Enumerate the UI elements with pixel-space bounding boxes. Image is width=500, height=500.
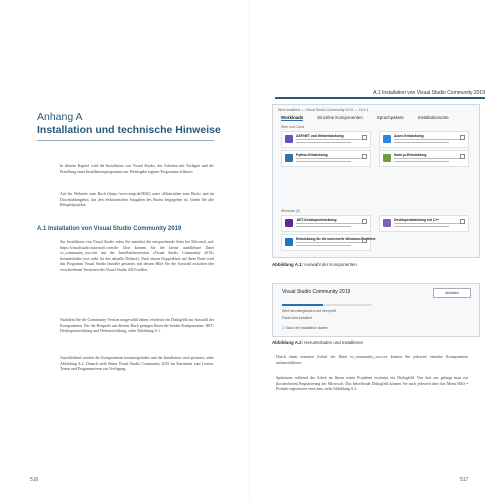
launch-after-install-checkbox[interactable]: ☐ Nach der Installation starten	[282, 326, 329, 330]
right-body-paragraph-2: Spätestens während der Arbeit an Ihrem ersten Projekten erscheint ein Dialogfeld. Von dort aus gelangt man zur (kostenfreien) Registrierung bei Microsoft. Das betreffende Dialogfeld können Sie auch jederzeit über das Menü Hilfe • Produkt registrieren erreichen, siehe Abbildung A.3.	[276, 376, 468, 392]
workload-card-cpp[interactable]	[379, 215, 469, 232]
group-label-windows: Windows (3)	[281, 209, 300, 213]
install-status: Paket wird installiert	[282, 316, 313, 320]
right-body-paragraph-1: Durch einen erneuten Aufruf der Datei vs_community_xxx.exe können Sie jederzeit einzelne Komponenten nachinstallieren.	[276, 355, 468, 365]
running-head-text: A.1 Installation von Visual Studio Community 2019	[373, 90, 485, 96]
workload-label: ASP.NET und Webentwicklung	[296, 134, 344, 138]
workload-checkbox[interactable]	[362, 154, 367, 159]
workload-label: Node.js-Entwicklung	[394, 153, 427, 157]
windows-icon	[285, 238, 293, 246]
workload-card-nodejs[interactable]	[379, 150, 469, 167]
figure-component-selection	[272, 104, 480, 258]
section-title: A.1 Installation von Visual Studio Community 2019	[37, 226, 182, 232]
workload-checkbox[interactable]	[460, 219, 465, 224]
group-label-web-cloud: Web und Cloud	[281, 125, 305, 129]
body-paragraph-2: Nachdem Sie die Community-Version ausgewählt haben, erscheint ein Dialogfeld zur Auswahl der Komponenten. Für die Beispiele aus diesem Buch genügen Ihnen die beiden Komponenten .NET-Desktopentwicklung und Webentwicklung, siehe Abbildung A.1.	[60, 318, 214, 334]
tab-language-packs[interactable]: Sprachpakete	[376, 115, 404, 120]
tab-workloads[interactable]: Workloads	[281, 115, 304, 120]
workload-card-uwp[interactable]	[281, 234, 376, 251]
cpp-icon	[383, 219, 391, 227]
tab-install-locations[interactable]: Installationsorte	[417, 115, 449, 120]
intro-paragraph-2: Auf der Webseite zum Buch (https://www.mitp.de/0026) unter »Materialien zum Buch« und im Downloadangebot, das den elektronischen Ausgaben des Buchs beigegeben ist, finden Sie alle Beispielprojekte.	[60, 192, 214, 208]
figure2-caption-number: Abbildung A.2:	[272, 340, 304, 345]
workload-label: Azure-Entwicklung	[394, 134, 424, 138]
workload-card-azure[interactable]	[379, 131, 469, 148]
chapter-rule	[37, 140, 214, 141]
body-paragraph-3: Anschließend werden die Komponenten heruntergeladen und die Installation wird gestartet, siehe Abbildung A.2. Danach steht Ihnen Visual Studio Community 2019 im Startmenü zum Lernen, Testen und Programmieren zur Verfügung.	[60, 356, 214, 372]
workload-checkbox[interactable]	[362, 219, 367, 224]
download-status: Wird heruntergeladen und überprüft	[282, 309, 336, 313]
net-desktop-icon	[285, 219, 293, 227]
installer-window-title: Wird installiert — Visual Studio Community 2019 — 16.4.4	[278, 108, 369, 112]
launch-after-install-label: Nach der Installation starten	[285, 326, 329, 330]
workload-label: Entwicklung für die universelle Windows-Plattform	[296, 237, 376, 241]
page-number-left: 516	[30, 477, 39, 483]
running-head-bar	[275, 97, 485, 99]
install-progress-bar	[282, 304, 372, 306]
workload-label: .NET-Desktopentwicklung	[296, 218, 337, 222]
azure-icon	[383, 135, 391, 143]
workload-checkbox[interactable]	[460, 135, 465, 140]
figure2-caption	[272, 340, 363, 345]
chapter-title: Installation und technische Hinweise	[37, 124, 221, 136]
figure-download-install	[272, 283, 480, 337]
figure2-caption-text: Herunterladen und Installieren	[304, 340, 364, 345]
figure1-caption-text: Auswahl der Komponenten	[304, 262, 357, 267]
nodejs-icon	[383, 154, 391, 162]
tab-individual-components[interactable]: Einzelne Komponenten	[317, 115, 363, 120]
install-product-title: Visual Studio Community 2019	[282, 289, 351, 295]
running-head	[275, 90, 485, 97]
installer-tabs	[281, 115, 449, 121]
python-icon	[285, 154, 293, 162]
workload-checkbox[interactable]	[460, 154, 465, 159]
workload-card-net-desktop[interactable]	[281, 215, 371, 232]
workload-label: Python-Entwicklung	[296, 153, 328, 157]
workload-card-aspnet[interactable]	[281, 131, 371, 148]
aspnet-icon	[285, 135, 293, 143]
workload-label: Desktopentwicklung mit C++	[394, 218, 440, 222]
figure1-caption-number: Abbildung A.1:	[272, 262, 304, 267]
chapter-label: Anhang A	[37, 111, 83, 123]
figure1-caption	[272, 262, 357, 267]
workload-checkbox[interactable]	[362, 135, 367, 140]
workload-checkbox[interactable]	[362, 238, 367, 243]
page-number-right: 517	[460, 477, 469, 483]
body-paragraph-1: Zur Installation von Visual Studio rufen Sie zunächst die entsprechende Seite bei Microsoft auf: https://visualstudio.microsoft.com/de. Dort können Sie die kleine ausführbare Datei vs_community_xxx.exe mit der Installationsversion »Visual Studio Community 2019« herunterladen (xxx steht für das aktuelle Release). Nach einem Doppelklick auf diese Datei wird das Programm Visual Studio Installer gestartet, mit dessen Hilfe Sie die Auswahl zwischen den verschiedenen Versionen des Visual Studio 2019 treffen.	[60, 240, 214, 272]
intro-paragraph-1: In diesem Kapitel wird die Installation von Visual Studio, das Arbeiten mit Vorlagen und die Erstellung eines Installationsprogramms zur Weitergabe eigener Programme erläutert.	[60, 164, 214, 174]
workload-card-python[interactable]	[281, 150, 371, 167]
install-progress-fill	[282, 304, 323, 306]
pause-button[interactable]: Anhalten	[433, 288, 471, 298]
